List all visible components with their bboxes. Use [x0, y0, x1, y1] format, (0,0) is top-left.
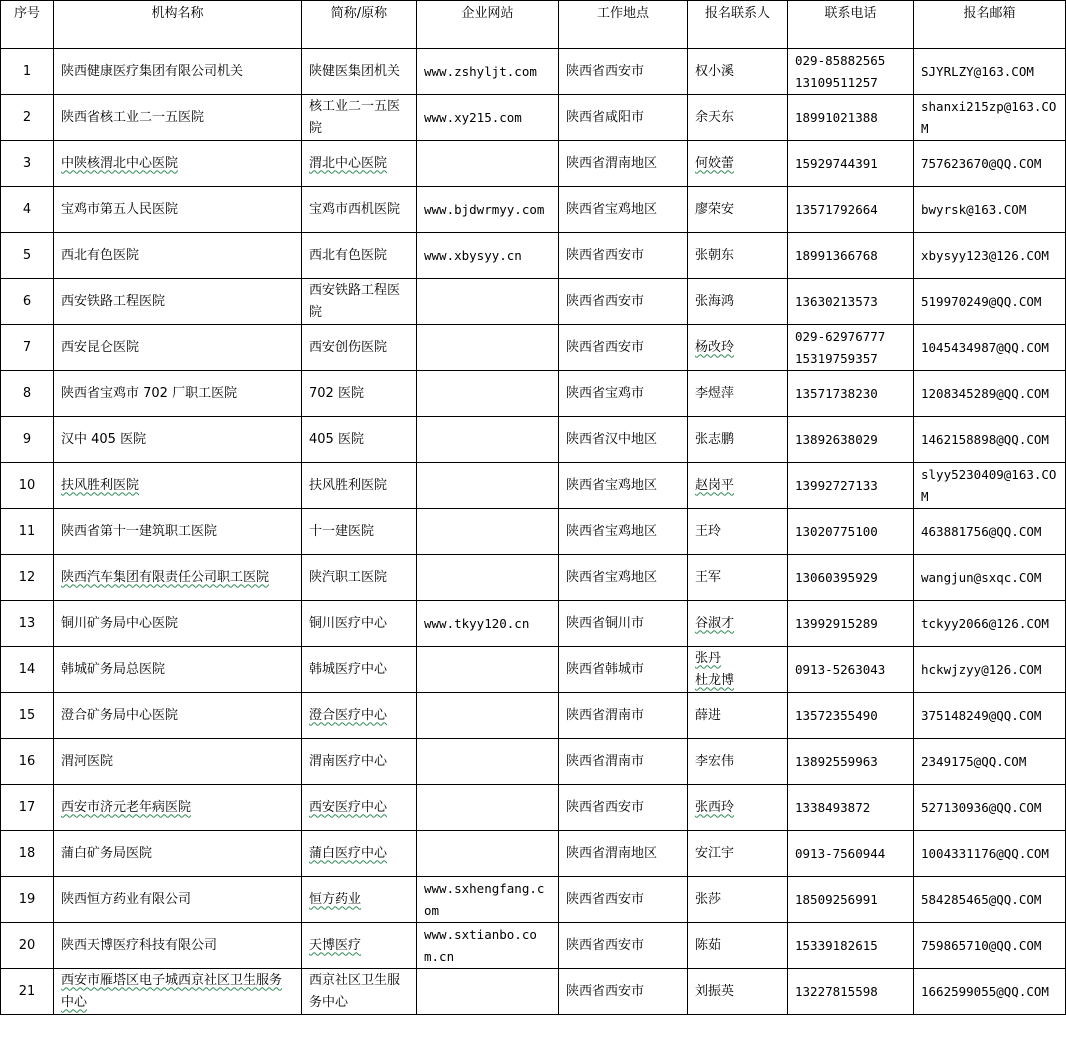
org-website [417, 509, 559, 555]
org-name [54, 371, 302, 417]
contact-person [688, 877, 788, 923]
org-name [54, 601, 302, 647]
signup-email[interactable]: slyy5230409@163.COM [914, 463, 1066, 509]
signup-email[interactable]: wangjun@sxqc.COM [914, 555, 1066, 601]
contact-name: 赵岗平 [695, 477, 735, 493]
work-location: 陕西省宝鸡地区 [559, 463, 688, 509]
row-seq: 19 [1, 877, 54, 923]
row-seq: 8 [1, 371, 54, 417]
org-name-text: 蒲白矿务局医院 [61, 845, 153, 861]
work-location: 陕西省汉中地区 [559, 417, 688, 463]
signup-email[interactable]: bwyrsk@163.COM [914, 187, 1066, 233]
signup-email[interactable]: 759865710@QQ.COM [914, 923, 1066, 969]
org-short-name-text: 宝鸡市西机医院 [309, 201, 401, 217]
org-short-name [302, 417, 417, 463]
signup-email[interactable]: 757623670@QQ.COM [914, 141, 1066, 187]
phone-number: 1338493872 [795, 799, 871, 815]
table-row [1, 785, 1066, 831]
contact-name: 安江宇 [695, 845, 735, 861]
contact-person [688, 969, 788, 1015]
org-short-name [302, 877, 417, 923]
contact-name: 权小溪 [695, 63, 735, 79]
contact-name: 张海鸿 [695, 293, 735, 309]
table-row [1, 233, 1066, 279]
row-seq: 18 [1, 831, 54, 877]
row-seq: 4 [1, 187, 54, 233]
header-phone: 联系电话 [788, 1, 914, 49]
contact-name: 张莎 [695, 891, 722, 907]
row-seq: 7 [1, 325, 54, 371]
contact-name: 张西玲 [695, 799, 735, 815]
org-name-text: 汉中 405 医院 [61, 431, 147, 447]
table-row [1, 187, 1066, 233]
org-website [417, 693, 559, 739]
contact-person [688, 831, 788, 877]
phone-number: 13020775100 [795, 523, 878, 539]
org-short-name [302, 969, 417, 1015]
phone-number: 13571792664 [795, 201, 878, 217]
header-place: 工作地点 [559, 1, 688, 49]
org-website [417, 417, 559, 463]
org-short-name-text: 恒方药业 [309, 891, 362, 907]
org-name [54, 877, 302, 923]
contact-name: 王玲 [695, 523, 722, 539]
signup-email[interactable]: 1045434987@QQ.COM [914, 325, 1066, 371]
work-location: 陕西省西安市 [559, 785, 688, 831]
work-location: 陕西省西安市 [559, 279, 688, 325]
header-contact: 报名联系人 [688, 1, 788, 49]
phone-number: 13892638029 [795, 431, 878, 447]
row-seq: 15 [1, 693, 54, 739]
contact-phone [788, 969, 914, 1015]
org-website [417, 141, 559, 187]
table-row [1, 601, 1066, 647]
work-location: 陕西省渭南地区 [559, 831, 688, 877]
org-website [417, 371, 559, 417]
table-row [1, 49, 1066, 95]
org-name [54, 555, 302, 601]
org-name-text: 陕西汽车集团有限责任公司职工医院 [61, 569, 270, 585]
org-name [54, 95, 302, 141]
org-website [417, 647, 559, 693]
header-site: 企业网站 [417, 1, 559, 49]
contact-person [688, 923, 788, 969]
header-email: 报名邮箱 [914, 1, 1066, 49]
table-row [1, 555, 1066, 601]
org-website [417, 739, 559, 785]
org-name-text: 陕西省核工业二一五医院 [61, 109, 205, 125]
org-website [417, 463, 559, 509]
work-location: 陕西省咸阳市 [559, 95, 688, 141]
org-name-text: 西安市雁塔区电子城西京社区卫生服务中心 [61, 972, 283, 1010]
contact-name: 刘振英 [695, 983, 735, 999]
table-row [1, 647, 1066, 693]
signup-email[interactable]: 1004331176@QQ.COM [914, 831, 1066, 877]
org-short-name-text: 渭南医疗中心 [309, 753, 388, 769]
work-location: 陕西省铜川市 [559, 601, 688, 647]
org-short-name-text: 铜川医疗中心 [309, 615, 388, 631]
org-website [417, 969, 559, 1015]
org-name-text: 澄合矿务局中心医院 [61, 707, 179, 723]
signup-email[interactable]: xbysyy123@126.COM [914, 233, 1066, 279]
org-name [54, 325, 302, 371]
org-name [54, 785, 302, 831]
work-location: 陕西省西安市 [559, 233, 688, 279]
org-short-name [302, 233, 417, 279]
header-seq: 序号 [1, 1, 54, 49]
contact-name: 薛进 [695, 707, 722, 723]
org-short-name-text: 蒲白医疗中心 [309, 845, 388, 861]
org-short-name [302, 509, 417, 555]
row-seq: 21 [1, 969, 54, 1015]
phone-number: 13227815598 [795, 983, 878, 999]
work-location: 陕西省西安市 [559, 877, 688, 923]
signup-email[interactable]: 1662599055@QQ.COM [914, 969, 1066, 1015]
org-website [417, 831, 559, 877]
org-short-name [302, 49, 417, 95]
phone-number: 15929744391 [795, 155, 878, 171]
contact-person [688, 187, 788, 233]
org-short-name-text: 西安创伤医院 [309, 339, 388, 355]
row-seq: 17 [1, 785, 54, 831]
org-name [54, 463, 302, 509]
org-website[interactable]: www.xy215.com [417, 95, 559, 141]
signup-email[interactable]: tckyy2066@126.COM [914, 601, 1066, 647]
org-website [417, 279, 559, 325]
org-name-text: 陕西省宝鸡市 702 厂职工医院 [61, 385, 238, 401]
phone-number: 029-62976777 [795, 328, 886, 344]
org-short-name-text: 澄合医疗中心 [309, 707, 388, 723]
row-seq: 6 [1, 279, 54, 325]
contact-person [688, 141, 788, 187]
org-short-name-text: 渭北中心医院 [309, 155, 388, 171]
contact-name: 杜龙博 [695, 672, 735, 688]
org-name-text: 扶风胜利医院 [61, 477, 140, 493]
org-name [54, 187, 302, 233]
table-row [1, 509, 1066, 555]
org-short-name [302, 95, 417, 141]
org-short-name [302, 187, 417, 233]
row-seq: 3 [1, 141, 54, 187]
row-seq: 11 [1, 509, 54, 555]
phone-number: 13571738230 [795, 385, 878, 401]
org-short-name [302, 831, 417, 877]
work-location: 陕西省渭南市 [559, 693, 688, 739]
org-name [54, 969, 302, 1015]
work-location: 陕西省宝鸡地区 [559, 555, 688, 601]
contact-phone [788, 923, 914, 969]
org-name [54, 739, 302, 785]
contact-person [688, 417, 788, 463]
contact-name: 陈茹 [695, 937, 722, 953]
phone-number: 029-85882565 [795, 52, 886, 68]
org-website[interactable]: www.zshyljt.com [417, 49, 559, 95]
org-website[interactable]: www.sxhengfang.com [417, 877, 559, 923]
work-location: 陕西省渭南地区 [559, 141, 688, 187]
phone-number: 13630213573 [795, 293, 878, 309]
table-row [1, 877, 1066, 923]
table-row [1, 969, 1066, 1015]
org-name [54, 509, 302, 555]
contact-person [688, 371, 788, 417]
row-seq: 20 [1, 923, 54, 969]
org-name [54, 279, 302, 325]
contact-phone [788, 877, 914, 923]
row-seq: 14 [1, 647, 54, 693]
signup-email[interactable]: 2349175@QQ.COM [914, 739, 1066, 785]
contact-phone [788, 831, 914, 877]
org-short-name-text: 十一建医院 [309, 523, 375, 539]
contact-person [688, 233, 788, 279]
phone-number: 13992727133 [795, 477, 878, 493]
contact-name: 李宏伟 [695, 753, 735, 769]
org-website [417, 555, 559, 601]
org-website[interactable]: www.xbysyy.cn [417, 233, 559, 279]
signup-email[interactable]: 463881756@QQ.COM [914, 509, 1066, 555]
contact-name: 何姣蕾 [695, 155, 735, 171]
org-name-text: 铜川矿务局中心医院 [61, 615, 179, 631]
contact-phone [788, 555, 914, 601]
contact-phone [788, 647, 914, 693]
org-short-name [302, 739, 417, 785]
row-seq: 12 [1, 555, 54, 601]
row-seq: 5 [1, 233, 54, 279]
org-name-text: 陕西省第十一建筑职工医院 [61, 523, 218, 539]
signup-email[interactable]: shanxi215zp@163.COM [914, 95, 1066, 141]
contact-person [688, 49, 788, 95]
signup-email[interactable]: 1208345289@QQ.COM [914, 371, 1066, 417]
work-location: 陕西省宝鸡地区 [559, 187, 688, 233]
phone-number: 0913-7560944 [795, 845, 886, 861]
org-short-name-text: 扶风胜利医院 [309, 477, 388, 493]
org-short-name [302, 325, 417, 371]
contact-phone [788, 95, 914, 141]
phone-number: 13992915289 [795, 615, 878, 631]
org-short-name-text: 西安铁路工程医院 [309, 282, 401, 320]
row-seq: 9 [1, 417, 54, 463]
org-short-name [302, 555, 417, 601]
work-location: 陕西省西安市 [559, 49, 688, 95]
org-website[interactable]: www.sxtianbo.com.cn [417, 923, 559, 969]
signup-email[interactable]: 527130936@QQ.COM [914, 785, 1066, 831]
contact-phone [788, 141, 914, 187]
table-row [1, 923, 1066, 969]
contact-phone [788, 233, 914, 279]
org-short-name [302, 647, 417, 693]
phone-number: 13109511257 [795, 74, 878, 90]
signup-email[interactable]: 584285465@QQ.COM [914, 877, 1066, 923]
org-name-text: 陕西天博医疗科技有限公司 [61, 937, 218, 953]
org-short-name [302, 279, 417, 325]
phone-number: 13892559963 [795, 753, 878, 769]
org-name-text: 西安铁路工程医院 [61, 293, 166, 309]
org-short-name-text: 405 医院 [309, 431, 364, 447]
contact-name: 李煜萍 [695, 385, 735, 401]
org-short-name-text: 核工业二一五医院 [309, 98, 401, 136]
phone-number: 18991021388 [795, 109, 878, 125]
table-row [1, 141, 1066, 187]
org-name [54, 693, 302, 739]
table-row [1, 463, 1066, 509]
contact-phone [788, 601, 914, 647]
work-location: 陕西省渭南市 [559, 739, 688, 785]
contact-person [688, 555, 788, 601]
work-location: 陕西省韩城市 [559, 647, 688, 693]
row-seq: 10 [1, 463, 54, 509]
org-short-name [302, 463, 417, 509]
contact-person [688, 463, 788, 509]
contact-name: 杨改玲 [695, 339, 735, 355]
phone-number: 18991366768 [795, 247, 878, 263]
org-website[interactable]: www.tkyy120.cn [417, 601, 559, 647]
contact-person [688, 509, 788, 555]
org-name-text: 渭河医院 [61, 753, 114, 769]
org-name [54, 233, 302, 279]
org-name-text: 陕西恒方药业有限公司 [61, 891, 192, 907]
contact-name: 王军 [695, 569, 722, 585]
contact-phone [788, 187, 914, 233]
phone-number: 0913-5263043 [795, 661, 886, 677]
org-short-name [302, 923, 417, 969]
work-location: 陕西省西安市 [559, 969, 688, 1015]
contact-phone [788, 417, 914, 463]
contact-name: 余天东 [695, 109, 735, 125]
contact-person [688, 785, 788, 831]
signup-email[interactable]: 375148249@QQ.COM [914, 693, 1066, 739]
org-name-text: 西安市济元老年病医院 [61, 799, 192, 815]
contact-name: 张丹 [695, 650, 722, 666]
org-name [54, 923, 302, 969]
phone-number: 13572355490 [795, 707, 878, 723]
org-name [54, 417, 302, 463]
row-seq: 16 [1, 739, 54, 785]
signup-email[interactable]: SJYRLZY@163.COM [914, 49, 1066, 95]
org-short-name [302, 785, 417, 831]
row-seq: 1 [1, 49, 54, 95]
org-name [54, 49, 302, 95]
contact-phone [788, 371, 914, 417]
table-row [1, 739, 1066, 785]
contact-name: 谷淑才 [695, 615, 735, 631]
org-short-name [302, 141, 417, 187]
table-header-row [1, 1, 1066, 49]
org-name-text: 宝鸡市第五人民医院 [61, 201, 179, 217]
org-name [54, 141, 302, 187]
org-name [54, 831, 302, 877]
contact-name: 廖荣安 [695, 201, 735, 217]
org-short-name-text: 西京社区卫生服务中心 [309, 972, 401, 1010]
contact-person [688, 739, 788, 785]
signup-email[interactable]: 1462158898@QQ.COM [914, 417, 1066, 463]
contact-phone [788, 279, 914, 325]
org-short-name-text: 陕汽职工医院 [309, 569, 388, 585]
org-short-name-text: 天博医疗 [309, 937, 362, 953]
header-name: 机构名称 [54, 1, 302, 49]
signup-email[interactable]: 519970249@QQ.COM [914, 279, 1066, 325]
org-name-text: 韩城矿务局总医院 [61, 661, 166, 677]
contact-person [688, 279, 788, 325]
signup-email[interactable]: hckwjzyy@126.COM [914, 647, 1066, 693]
contact-name: 张朝东 [695, 247, 735, 263]
org-website [417, 325, 559, 371]
work-location: 陕西省西安市 [559, 325, 688, 371]
org-name [54, 647, 302, 693]
table-row [1, 95, 1066, 141]
contact-person [688, 647, 788, 693]
row-seq: 2 [1, 95, 54, 141]
org-name-text: 陕西健康医疗集团有限公司机关 [61, 63, 244, 79]
table-row [1, 325, 1066, 371]
org-short-name-text: 西北有色医院 [309, 247, 388, 263]
org-short-name-text: 韩城医疗中心 [309, 661, 388, 677]
contact-person [688, 693, 788, 739]
org-short-name-text: 702 医院 [309, 385, 364, 401]
work-location: 陕西省宝鸡市 [559, 371, 688, 417]
org-short-name [302, 601, 417, 647]
phone-number: 15319759357 [795, 350, 878, 366]
table-row [1, 371, 1066, 417]
phone-number: 18509256991 [795, 891, 878, 907]
org-short-name [302, 371, 417, 417]
org-name-text: 西安昆仑医院 [61, 339, 140, 355]
table-row [1, 693, 1066, 739]
phone-number: 13060395929 [795, 569, 878, 585]
org-short-name-text: 西安医疗中心 [309, 799, 388, 815]
org-short-name-text: 陕健医集团机关 [309, 63, 401, 79]
table-row [1, 279, 1066, 325]
contact-person [688, 325, 788, 371]
org-name-text: 西北有色医院 [61, 247, 140, 263]
org-short-name [302, 693, 417, 739]
header-short: 简称/原称 [302, 1, 417, 49]
org-website[interactable]: www.bjdwrmyy.com [417, 187, 559, 233]
table-row [1, 831, 1066, 877]
contact-phone [788, 325, 914, 371]
contact-phone [788, 693, 914, 739]
table-row [1, 417, 1066, 463]
work-location: 陕西省西安市 [559, 923, 688, 969]
contact-phone [788, 463, 914, 509]
org-name-text: 中陕核渭北中心医院 [61, 155, 179, 171]
contact-phone [788, 509, 914, 555]
phone-number: 15339182615 [795, 937, 878, 953]
work-location: 陕西省宝鸡地区 [559, 509, 688, 555]
contact-person [688, 601, 788, 647]
contact-phone [788, 49, 914, 95]
contact-person [688, 95, 788, 141]
row-seq: 13 [1, 601, 54, 647]
org-website [417, 785, 559, 831]
contact-name: 张志鹏 [695, 431, 735, 447]
contact-phone [788, 785, 914, 831]
contact-phone [788, 739, 914, 785]
table-body [1, 49, 1066, 1015]
